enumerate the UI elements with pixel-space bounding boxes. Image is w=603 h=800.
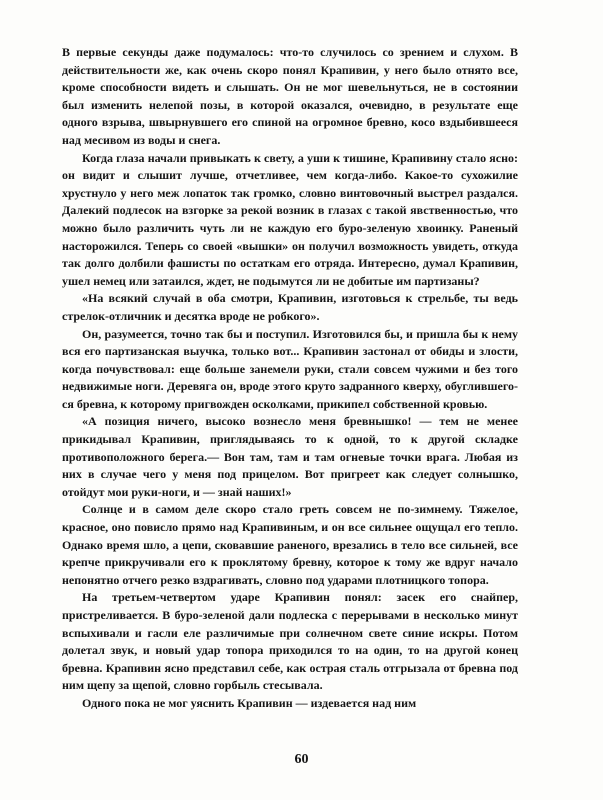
paragraph-1: В первые секунды даже подумалось: что-то случилось со зрением и слухом. В действительности же, как очень скоро понял Крапивин, у него было отнято все, кроме способности видеть и слышать. Он не мог шевельнуться, не в состоянии был изменить нелепой позы, в которой оказался, очевидно, в результате еще одного взрыва, швырнувшего его спиной на огромное бревно, косо вздыбившееся над месивом из воды и снега. bbox=[62, 45, 518, 147]
paragraph-5: «А позиция ничего, высоко вознесло меня бревнышко! — тем не менее прикидывал Крапивин, приглядываясь то к одной, то к другой складке противоположного берега.— Вон там, там и там огневые точки врага. Любая из них в случае чего у меня под прицелом. Вот пригреет как следует солнышко, отойдут мои руки-ноги, и — знай наших!» bbox=[62, 414, 518, 499]
paragraph-8: Одного пока не мог уяснить Крапивин — издевается над ним bbox=[82, 695, 417, 710]
paragraph-3: «На всякий случай в оба смотри, Крапивин, изготовься к стрельбе, ты ведь стрелок-отличник и десятка вроде не робкого». bbox=[62, 291, 518, 323]
paragraph-4: Он, разумеется, точно так бы и поступил. Изготовился бы, и пришла бы к нему вся его партизанская выучка, только вот... Крапивин застонал от обиды и злости, когда почувствовал: еще больше занемели руки, стали совсем чужими и без того недвижимые ноги. Деревяга он, вроде этого круто задранного кверху, обуглившегося бревна, к которому пригвожден осколками, прикипел собственной кровью. bbox=[62, 326, 518, 411]
paragraph-7: На третьем-четвертом ударе Крапивин понял: засек его снайпер, пристреливается. В буро-зеленой дали подлеска с перерывами в несколько минут вспыхивали и гасли еле различимые при солнечном свете синие искры. Потом долетал звук, и новый удар топора приходился то на один, то на другой конец бревна. Крапивин ясно представил себе, как острая сталь отгрызала от бревна под ним щепу за щепой, словно горбыль стесывала. bbox=[62, 590, 518, 693]
paragraph-6: Солнце и в самом деле скоро стало греть совсем не по-зимнему. Тяжелое, красное, оно повисло прямо над Крапивиным, и он все сильнее ощущал его тепло. Однако время шло, а цепи, сковавшие раненого, врезались в тело все сильней, все крепче прикручивали его к проклятому бревну, которое к тому же вдруг начало непонятно отчего резко вздрагивать, словно под ударами плотницкого топора. bbox=[62, 502, 518, 587]
paragraph-2: Когда глаза начали привыкать к свету, а уши к тишине, Крапивину стало ясно: он видит и слышит лучше, отчетливее, чем когда-либо. Какое-то сухожилие хрустнуло у него меж лопаток так громко, словно винтовочный выстрел раздался. Далекий подлесок на взгорке за рекой возник в глазах с такой явственностью, что можно было различить чуть ли не каждую его буро-зеленую хвоинку. Раненый насторожился. Теперь со своей «вышки» он получил возможность увидеть, откуда так долго долбили фашисты по остаткам его отряда. Интересно, думал Крапивин, ушел немец или затаился, ждет, не подымутся ли не добитые им партизаны? bbox=[62, 150, 518, 288]
page-body-text bbox=[62, 44, 518, 713]
page-number: 60 bbox=[294, 752, 309, 767]
